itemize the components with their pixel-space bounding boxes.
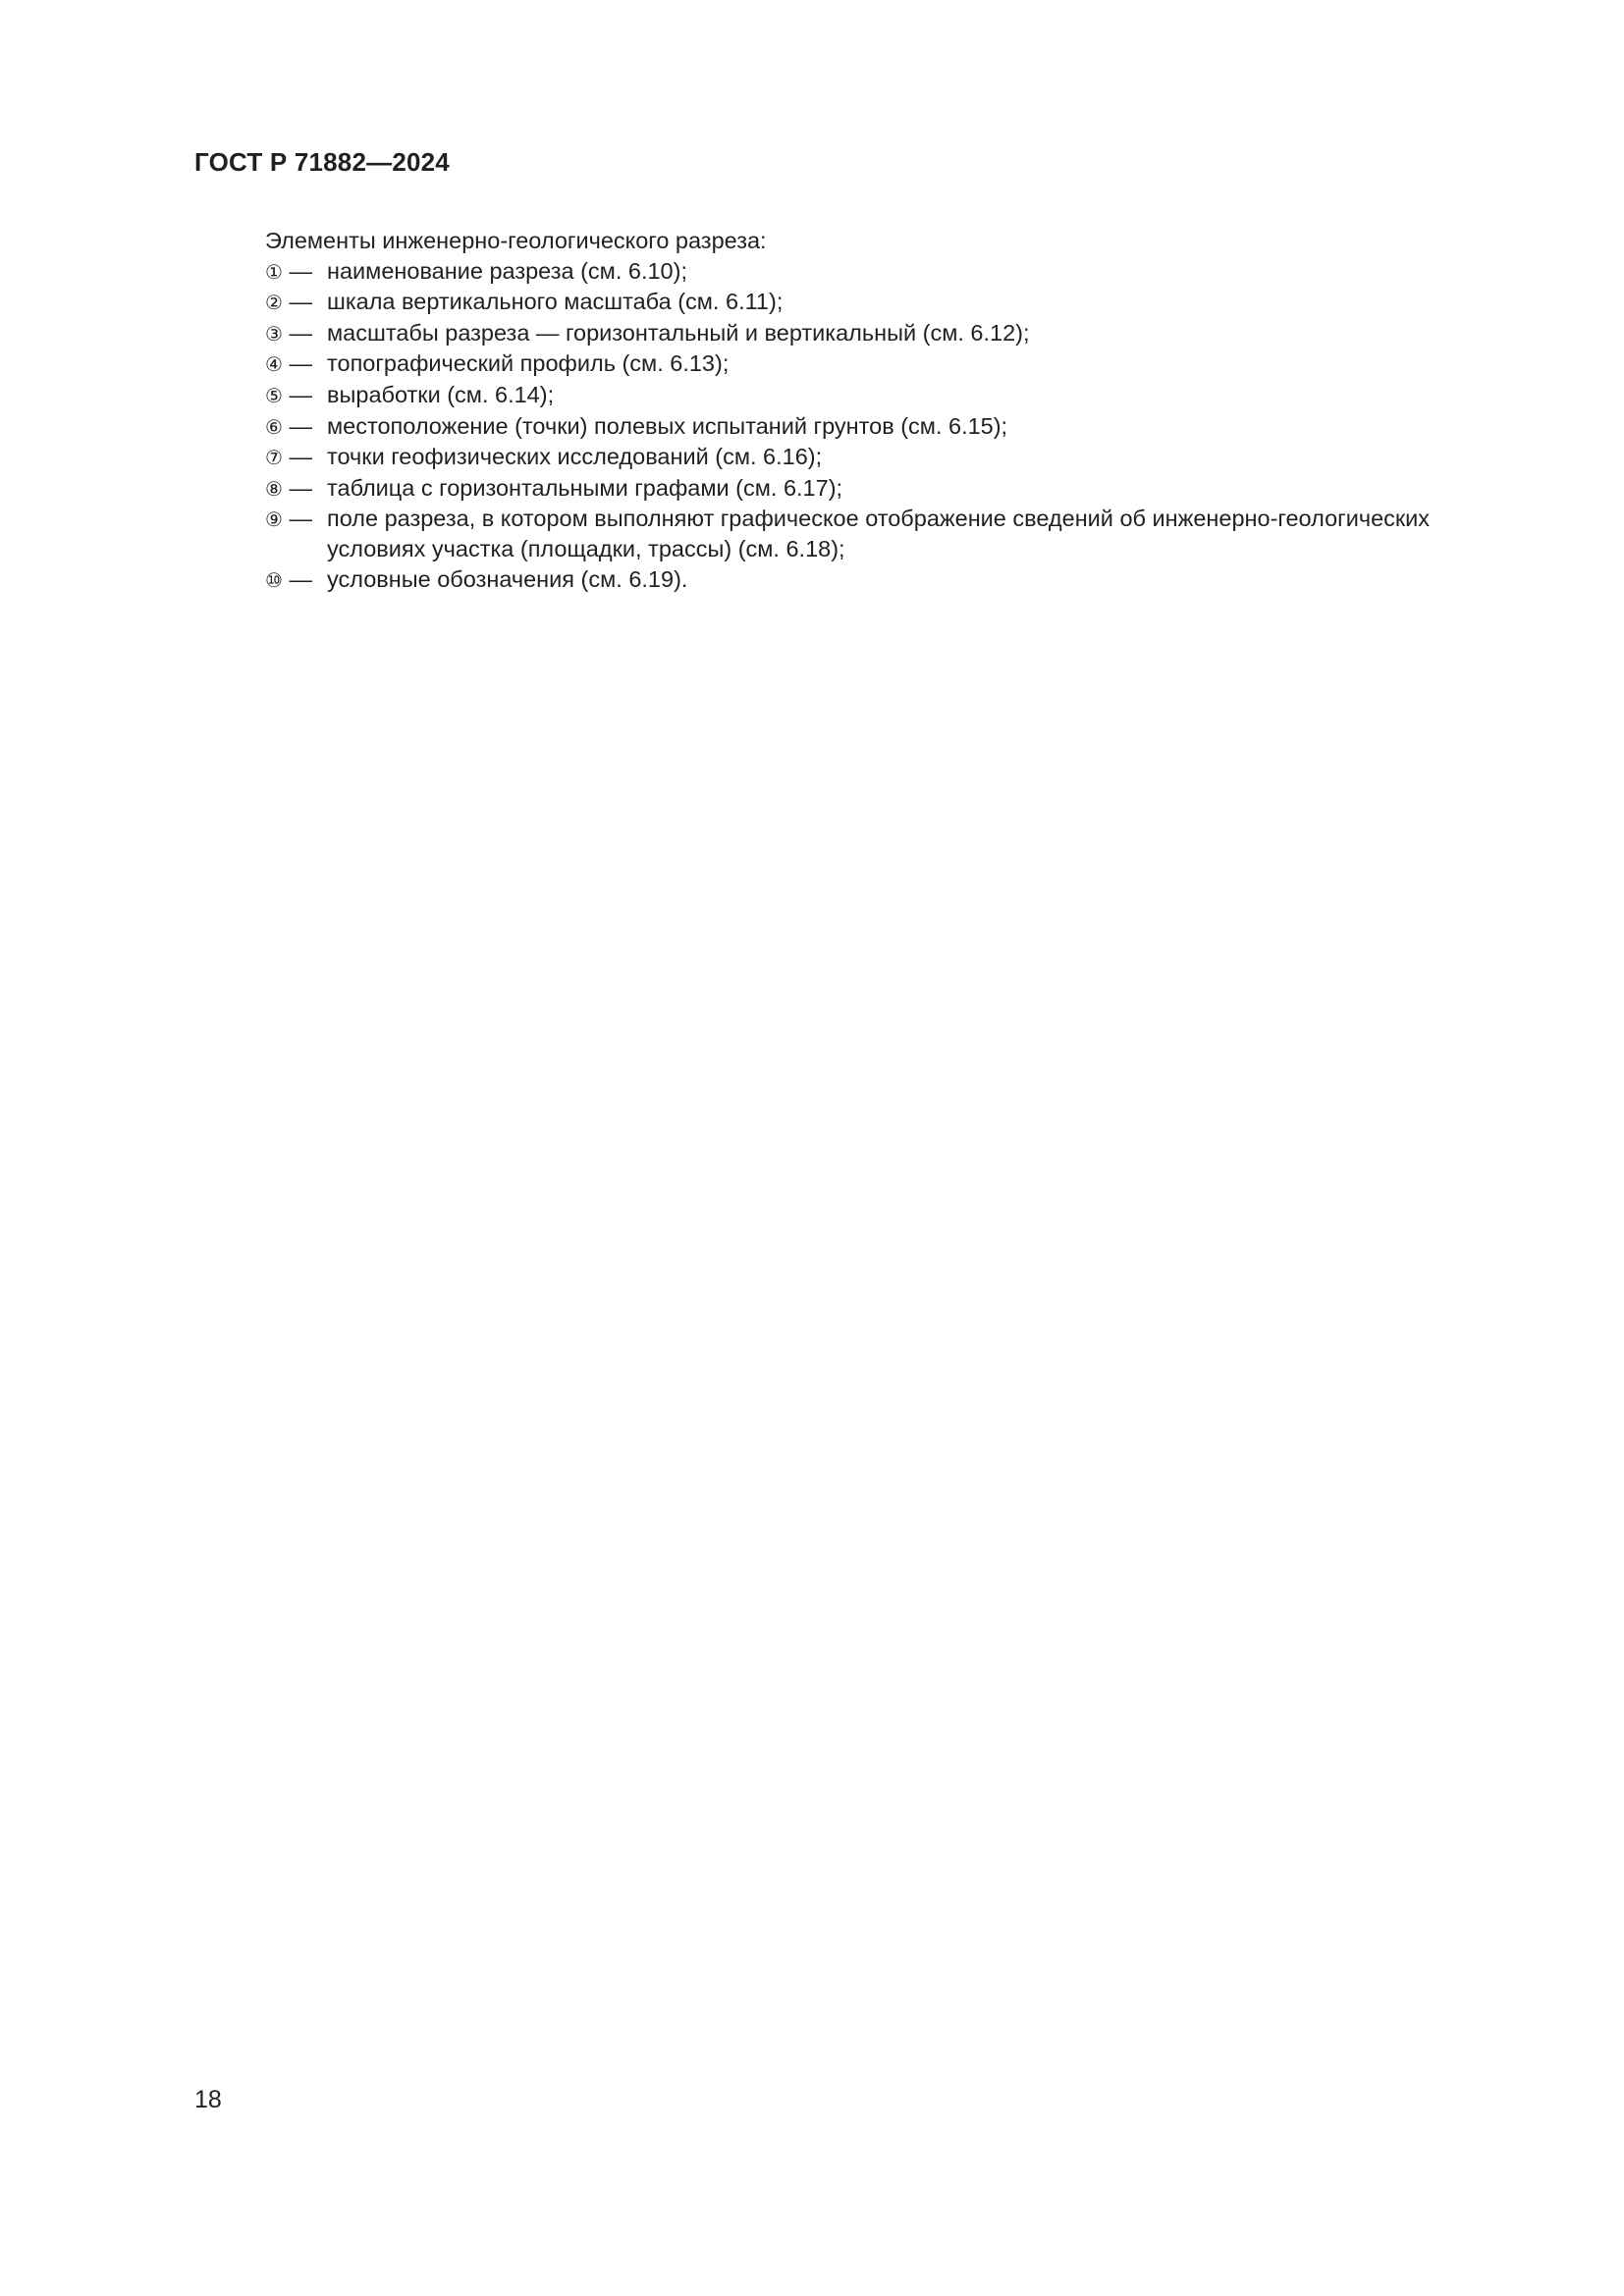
em-dash: — [289, 506, 312, 532]
legend-marker [265, 256, 327, 288]
circled-number-8-icon: ⑧ [265, 476, 283, 501]
legend-item [265, 348, 1542, 380]
em-dash: — [289, 381, 312, 407]
circled-number-3-icon: ③ [265, 321, 283, 346]
circled-number-6-icon: ⑥ [265, 414, 283, 439]
em-dash: — [289, 257, 312, 284]
circled-number-1-icon: ① [265, 259, 283, 284]
circled-number-5-icon: ⑤ [265, 383, 283, 407]
legend-marker [265, 348, 327, 380]
legend-item [265, 442, 1542, 473]
circled-number-9-icon: ⑨ [265, 507, 283, 532]
circled-number-2-icon: ② [265, 291, 283, 315]
legend-title: Элементы инженерно-геологического разреза: [265, 228, 767, 253]
page-number: 18 [194, 2086, 222, 2113]
legend-item [265, 411, 1542, 443]
legend-item-text: наименование разреза (см. 6.10); [327, 257, 687, 284]
legend-item-text: выработки (см. 6.14); [327, 381, 555, 407]
em-dash: — [289, 565, 312, 592]
legend-list [265, 256, 1542, 596]
legend-item [265, 256, 1542, 288]
legend-marker [265, 287, 327, 318]
legend-marker [265, 473, 327, 505]
em-dash: — [289, 474, 312, 501]
legend-marker [265, 442, 327, 473]
circled-number-4-icon: ④ [265, 352, 283, 377]
em-dash: — [289, 289, 312, 315]
legend-item [265, 380, 1542, 411]
legend-marker [265, 504, 327, 535]
legend-item [265, 564, 1542, 596]
em-dash: — [289, 350, 312, 377]
document-header: ГОСТ Р 71882—2024 [194, 147, 450, 177]
legend-item-text: поле разреза, в котором выполняют графическое отображение сведений об инженерно-геологических условиях участка (площадки, трассы) (см. 6.18); [327, 506, 1431, 561]
legend-item-text: таблица с горизонтальными графами (см. 6.17); [327, 474, 843, 501]
legend-item [265, 287, 1542, 318]
legend-item-text: масштабы разреза — горизонтальный и вертикальный (см. 6.12); [327, 319, 1030, 346]
legend-item-text: шкала вертикального масштаба (см. 6.11); [327, 289, 784, 315]
legend-item [265, 473, 1542, 505]
legend-item [265, 504, 1542, 563]
em-dash: — [289, 412, 312, 439]
legend-marker [265, 564, 327, 596]
legend-item-text: условные обозначения (см. 6.19). [327, 565, 688, 592]
legend-marker [265, 318, 327, 349]
legend-marker [265, 411, 327, 443]
em-dash: — [289, 319, 312, 346]
legend-block [265, 226, 1542, 595]
legend-item-text: точки геофизических исследований (см. 6.16); [327, 444, 823, 470]
legend-item-text: топографический профиль (см. 6.13); [327, 350, 730, 377]
circled-number-10-icon: ⑩ [265, 567, 283, 592]
legend-item-text: местоположение (точки) полевых испытаний грунтов (см. 6.15); [327, 412, 1008, 439]
circled-number-7-icon: ⑦ [265, 446, 283, 470]
em-dash: — [289, 444, 312, 470]
legend-item [265, 318, 1542, 349]
legend-marker [265, 380, 327, 411]
